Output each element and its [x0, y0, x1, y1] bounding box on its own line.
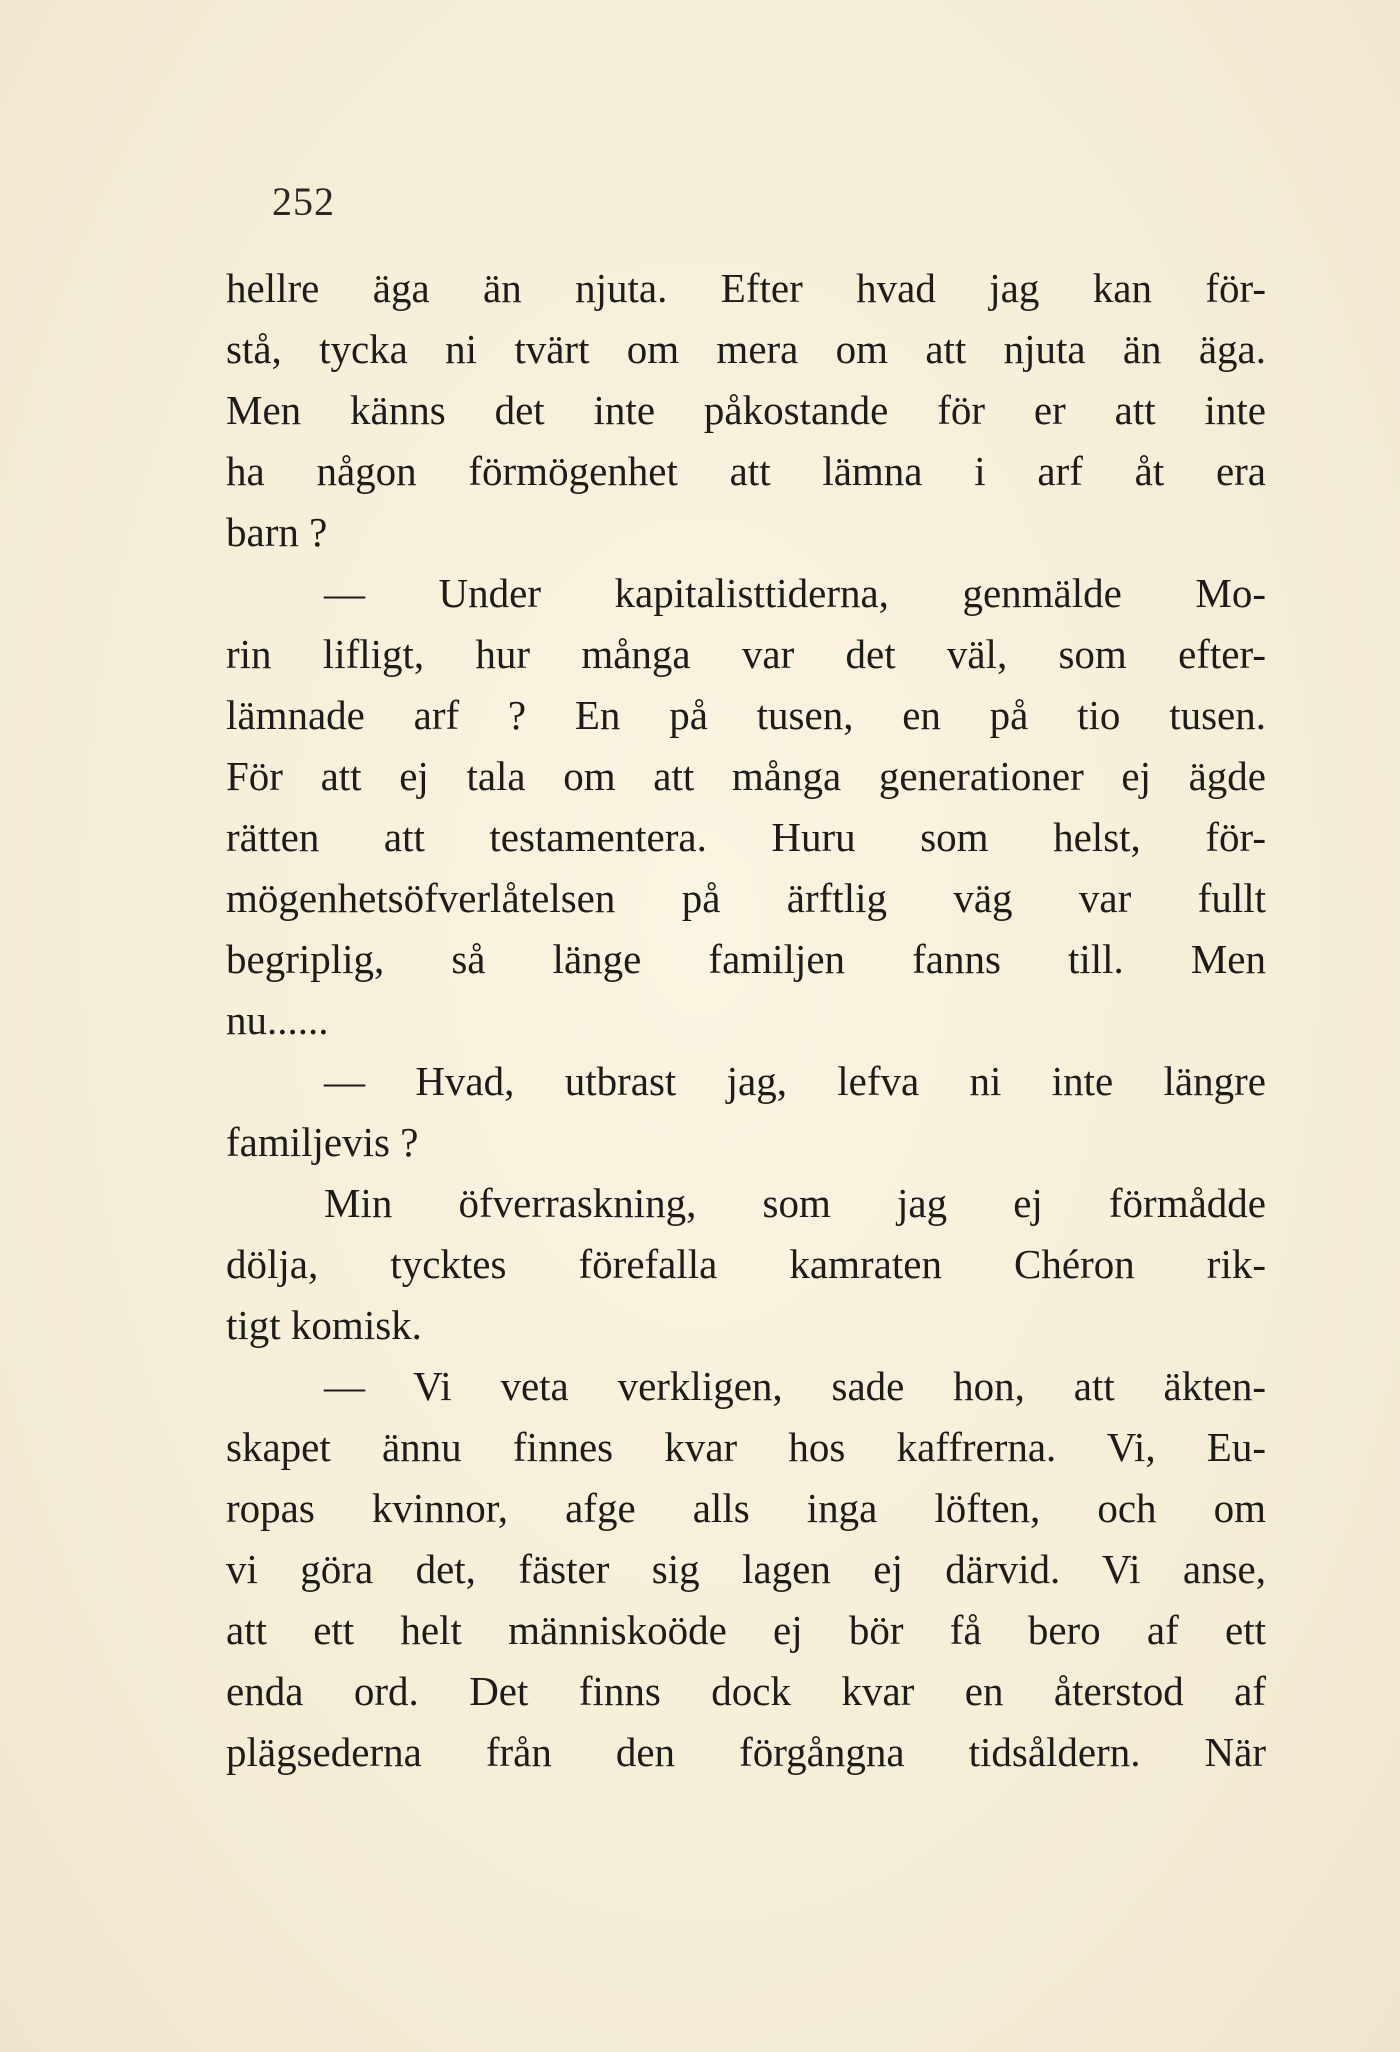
text-line: familjevis ? [226, 1119, 419, 1165]
text-line: hellre äga än njuta. Efter hvad jag kan för- [226, 265, 1266, 311]
text-line: begriplig, så länge familjen fanns till. Men [226, 936, 1266, 982]
text-line: — Vi veta verkligen, sade hon, att äkten- [324, 1363, 1266, 1409]
text-line: ropas kvinnor, afge alls inga löften, och om [226, 1485, 1266, 1531]
text-line: ha någon förmögenhet att lämna i arf åt era [226, 448, 1266, 494]
text-line: rätten att testamentera. Huru som helst, för- [226, 814, 1266, 860]
text-line: rin lifligt, hur många var det väl, som efter- [226, 631, 1266, 677]
text-line: skapet ännu finnes kvar hos kaffrerna. Vi, Eu- [226, 1424, 1266, 1470]
text-line: stå, tycka ni tvärt om mera om att njuta än äga. [226, 326, 1266, 372]
text-line: För att ej tala om att många generationer ej ägde [226, 753, 1266, 799]
page-number: 252 [272, 179, 335, 224]
text-line: enda ord. Det finns dock kvar en återstod af [226, 1668, 1266, 1714]
text-line: Min öfverraskning, som jag ej förmådde [324, 1180, 1266, 1226]
text-line: lämnade arf ? En på tusen, en på tio tusen. [226, 692, 1266, 738]
text-line: — Under kapitalisttiderna, genmälde Mo- [324, 570, 1266, 616]
text-line: Men känns det inte påkostande för er att inte [226, 387, 1266, 433]
text-line: nu...... [226, 997, 329, 1043]
text-line: barn ? [226, 509, 328, 555]
text-line: — Hvad, utbrast jag, lefva ni inte längre [324, 1058, 1266, 1104]
text-line: dölja, tycktes förefalla kamraten Chéron rik- [226, 1241, 1266, 1287]
body-text [226, 258, 1266, 1783]
text-line: plägsederna från den förgångna tidsåldern. När [226, 1729, 1266, 1775]
text-line: mögenhetsöfverlåtelsen på ärftlig väg var fullt [226, 875, 1266, 921]
text-line: tigt komisk. [226, 1302, 422, 1348]
text-line: vi göra det, fäster sig lagen ej därvid. Vi anse, [226, 1546, 1266, 1592]
text-line: att ett helt människoöde ej bör få bero af ett [226, 1607, 1266, 1653]
